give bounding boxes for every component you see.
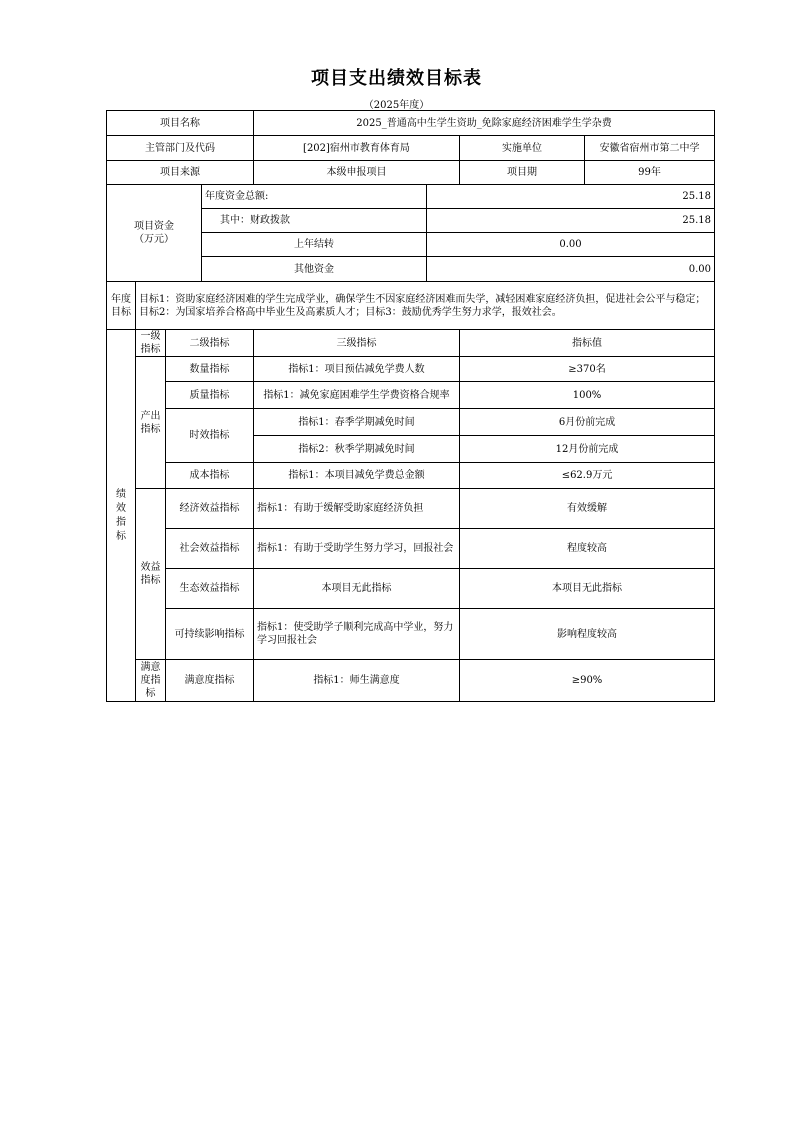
quantity-value: ≥370名 <box>460 357 715 382</box>
funds-other-label: 其他资金 <box>202 257 427 282</box>
output-label-line1: 产出 <box>140 410 161 422</box>
funds-fiscal-value: 25.18 <box>427 209 715 233</box>
goal-label-line1: 年度 <box>111 293 131 305</box>
row-funds-total <box>107 185 715 209</box>
satisfaction-label <box>136 660 166 702</box>
impl-label: 实施单位 <box>460 136 585 161</box>
benefit-label-line1: 效益 <box>140 562 161 573</box>
performance-table <box>106 110 715 702</box>
dept-value: [202]宿州市教育体育局 <box>254 136 460 161</box>
economic-indicator: 指标1：有助于缓解受助家庭经济负担 <box>254 489 460 529</box>
project-name-label: 项目名称 <box>107 111 254 136</box>
quantity-indicator: 指标1：项目预估减免学费人数 <box>254 357 460 382</box>
funds-label-line2: （万元） <box>134 234 174 245</box>
social-indicator: 指标1：有助于受助学生努力学习，回报社会 <box>254 529 460 569</box>
cost-label: 成本指标 <box>166 463 254 489</box>
row-perf-header <box>107 330 715 357</box>
satisfaction-label-line3: 标 <box>145 688 156 699</box>
row-project-name <box>107 111 715 136</box>
sustainable-indicator: 指标1：使受助学子顺利完成高中学业，努力学习回报社会 <box>254 609 460 660</box>
benefit-label-line2: 指标 <box>140 575 161 586</box>
header-level2: 二级指标 <box>166 330 254 357</box>
row-quality <box>107 382 715 409</box>
social-label: 社会效益指标 <box>166 529 254 569</box>
perf-label-char: 标 <box>116 530 126 542</box>
timeliness-value-2: 12月份前完成 <box>460 436 715 463</box>
benefit-label <box>136 489 166 660</box>
sustainable-label: 可持续影响指标 <box>166 609 254 660</box>
row-sustainable <box>107 609 715 660</box>
goal-text: 目标1：资助家庭经济困难的学生完成学业，确保学生不因家庭经济困难而失学，减轻困难家庭经济负担，促进社会公平与稳定；目标2：为国家培养合格高中毕业生及高素质人才；目标3：鼓励优秀学生努力求学，报效社会。 <box>136 282 715 330</box>
timeliness-indicator-2: 指标2：秋季学期减免时间 <box>254 436 460 463</box>
quality-value: 100% <box>460 382 715 409</box>
quality-label: 质量指标 <box>166 382 254 409</box>
row-ecological <box>107 569 715 609</box>
row-timeliness-1 <box>107 409 715 436</box>
source-value: 本级申报项目 <box>254 161 460 185</box>
header-level3: 三级指标 <box>254 330 460 357</box>
satisfaction-value: ≥90% <box>460 660 715 702</box>
row-department <box>107 136 715 161</box>
quality-indicator: 指标1：减免家庭困难学生学费资格合规率 <box>254 382 460 409</box>
timeliness-label: 时效指标 <box>166 409 254 463</box>
timeliness-value-1: 6月份前完成 <box>460 409 715 436</box>
header-level1-line2: 指标 <box>140 344 161 355</box>
dept-label: 主管部门及代码 <box>107 136 254 161</box>
header-value: 指标值 <box>460 330 715 357</box>
timeliness-indicator-1: 指标1：春季学期减免时间 <box>254 409 460 436</box>
row-cost <box>107 463 715 489</box>
funds-total-value: 25.18 <box>427 185 715 209</box>
page-title: 项目支出绩效目标表 <box>311 68 482 89</box>
economic-value: 有效缓解 <box>460 489 715 529</box>
funds-total-label: 年度资金总额: <box>202 185 427 209</box>
cost-value: ≤62.9万元 <box>460 463 715 489</box>
perf-label-char: 效 <box>116 502 126 514</box>
funds-carryover-value: 0.00 <box>427 233 715 257</box>
funds-fiscal-label: 其中：财政拨款 <box>202 209 427 233</box>
fiscal-year: （2025年度） <box>363 100 430 111</box>
row-economic <box>107 489 715 529</box>
period-value: 99年 <box>585 161 715 185</box>
header-level1-line1: 一级 <box>140 331 161 342</box>
satisfaction-label-line2: 度指 <box>140 675 161 686</box>
ecological-indicator: 本项目无此指标 <box>254 569 460 609</box>
project-name: 2025_普通高中生学生资助_免除家庭经济困难学生学杂费 <box>254 111 715 136</box>
sustainable-value: 影响程度较高 <box>460 609 715 660</box>
quantity-label: 数量指标 <box>166 357 254 382</box>
output-label-line2: 指标 <box>140 423 161 435</box>
row-source <box>107 161 715 185</box>
row-annual-goal <box>107 282 715 330</box>
row-satisfaction <box>107 660 715 702</box>
satisfaction-label-line1: 满意 <box>140 662 161 673</box>
goal-label-line2: 目标 <box>111 306 131 318</box>
funds-label <box>107 185 202 282</box>
header-level1 <box>136 330 166 357</box>
impl-value: 安徽省宿州市第二中学 <box>585 136 715 161</box>
goal-label <box>107 282 136 330</box>
cost-indicator: 指标1：本项目减免学费总金额 <box>254 463 460 489</box>
perf-label-char: 绩 <box>116 488 126 500</box>
funds-label-line1: 项目资金 <box>134 221 174 232</box>
funds-other-value: 0.00 <box>427 257 715 282</box>
perf-label-char: 指 <box>116 516 126 528</box>
row-quantity <box>107 357 715 382</box>
ecological-label: 生态效益指标 <box>166 569 254 609</box>
perf-label <box>107 330 136 702</box>
output-label <box>136 357 166 489</box>
period-label: 项目期 <box>460 161 585 185</box>
ecological-value: 本项目无此指标 <box>460 569 715 609</box>
satisfaction-indicator: 指标1：师生满意度 <box>254 660 460 702</box>
economic-label: 经济效益指标 <box>166 489 254 529</box>
row-social <box>107 529 715 569</box>
funds-carryover-label: 上年结转 <box>202 233 427 257</box>
satisfaction-sub-label: 满意度指标 <box>166 660 254 702</box>
social-value: 程度较高 <box>460 529 715 569</box>
source-label: 项目来源 <box>107 161 254 185</box>
